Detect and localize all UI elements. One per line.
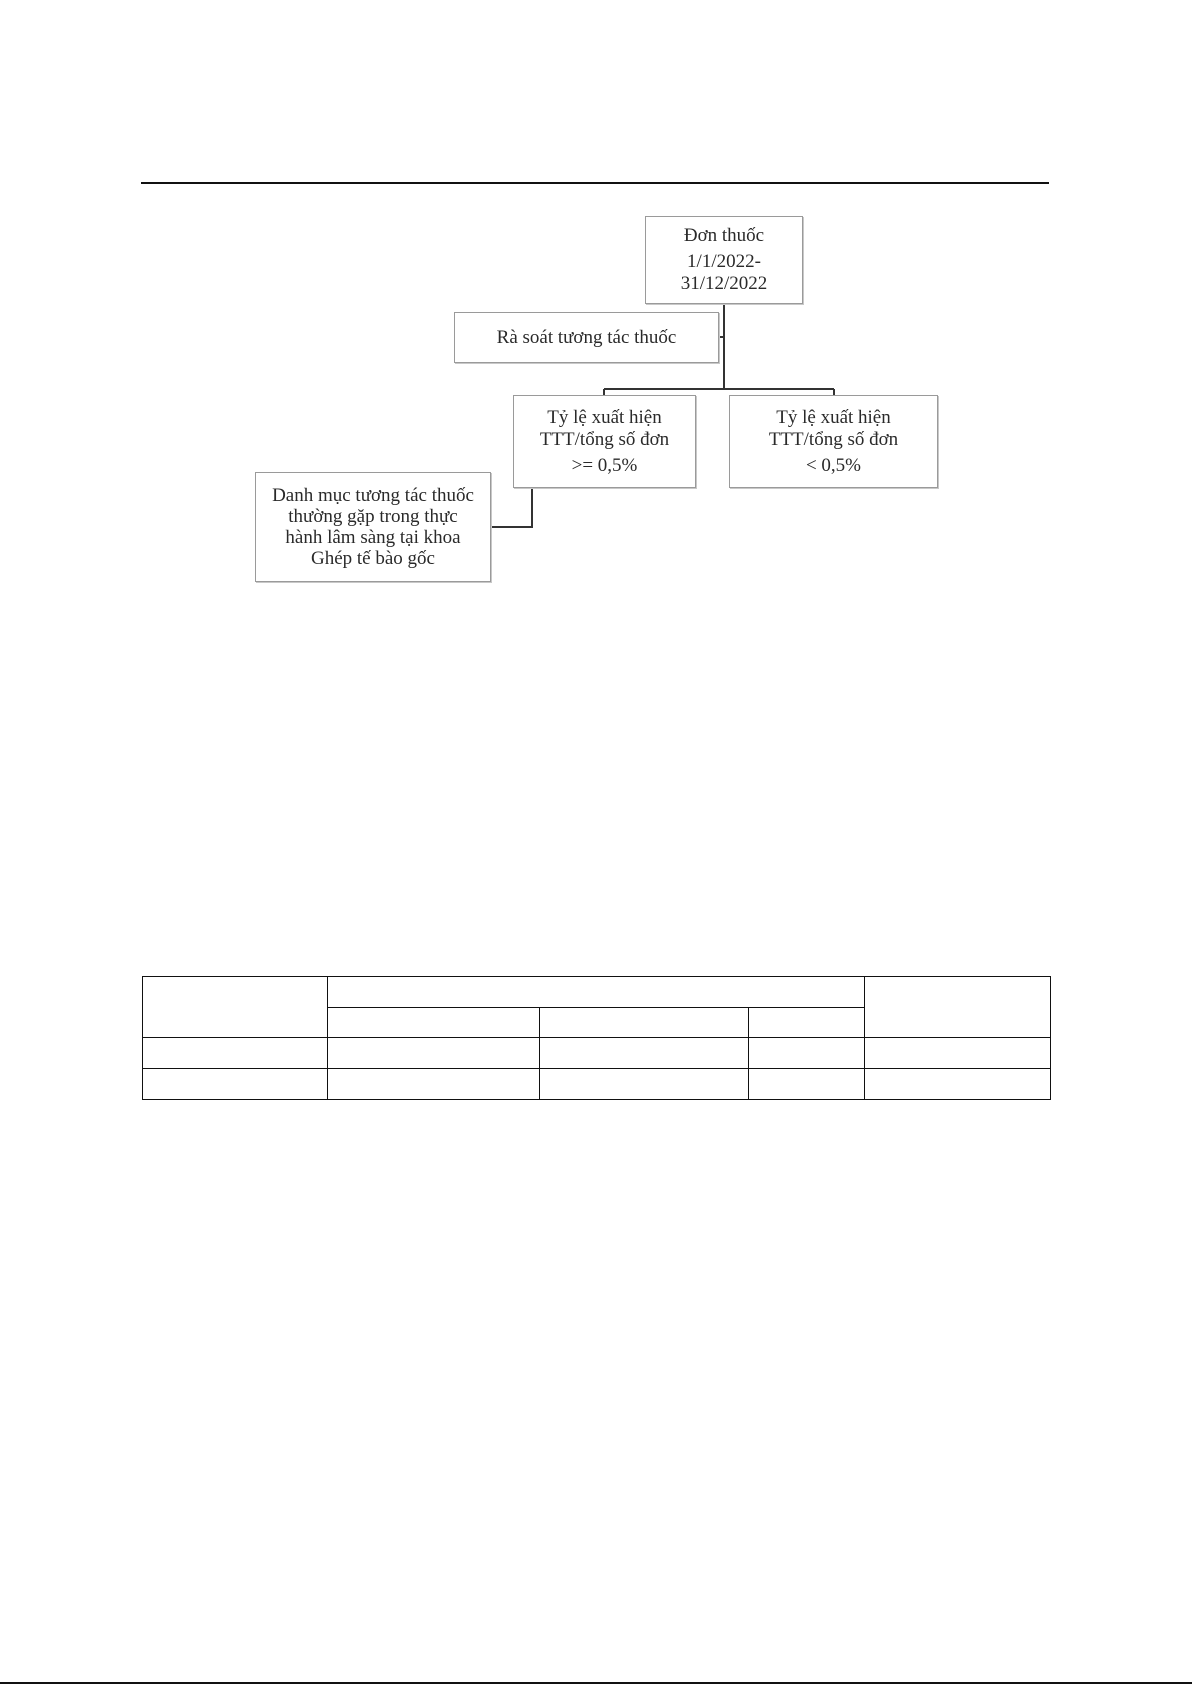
flow-box-line: Đơn thuốc <box>683 225 765 246</box>
footer-rule <box>0 1682 1192 1684</box>
table-cell <box>749 1069 865 1100</box>
table-header-cell <box>328 977 865 1008</box>
table-header-cell <box>540 1008 749 1038</box>
flow-box-low-rate <box>729 395 938 488</box>
connector-high-to-list <box>491 488 532 527</box>
flow-box-line: thường gặp trong thực <box>288 506 458 527</box>
flow-box-high-rate <box>513 395 696 488</box>
table-header-cell <box>865 977 1051 1038</box>
table-cell <box>143 1038 328 1069</box>
table-header-cell <box>143 977 328 1038</box>
table-header-cell <box>749 1008 865 1038</box>
table-cell <box>328 1038 540 1069</box>
flow-box-line: 1/1/2022- <box>687 251 761 272</box>
flow-box-review <box>454 312 719 363</box>
table-cell <box>540 1069 749 1100</box>
flow-box-line: >= 0,5% <box>571 454 638 476</box>
flow-box-line: Tỷ lệ xuất hiện <box>547 406 662 428</box>
flow-box-line: Tỷ lệ xuất hiện <box>776 406 891 428</box>
table-row <box>143 1069 1051 1100</box>
table-header-row <box>143 977 1051 1008</box>
flow-box-line: Danh mục tương tác thuốc <box>272 485 474 506</box>
flow-box-prescriptions <box>645 216 803 304</box>
flow-box-line: < 0,5% <box>805 454 862 476</box>
table-cell <box>749 1038 865 1069</box>
table-cell <box>143 1069 328 1100</box>
data-table <box>142 976 1051 1100</box>
flow-box-line: hành lâm sàng tại khoa <box>285 527 461 548</box>
flow-box-line: Rà soát tương tác thuốc <box>496 326 677 348</box>
flow-box-line: 31/12/2022 <box>680 273 768 294</box>
table-cell <box>540 1038 749 1069</box>
table-cell <box>865 1069 1051 1100</box>
flow-box-interaction-list <box>255 472 491 582</box>
table-row <box>143 1038 1051 1069</box>
flow-box-line: TTT/tổng số đơn <box>768 428 899 450</box>
table-cell <box>865 1038 1051 1069</box>
flow-box-line: Ghép tế bào gốc <box>311 548 435 569</box>
table-header-cell <box>328 1008 540 1038</box>
flow-box-line: TTT/tổng số đơn <box>539 428 670 450</box>
table-cell <box>328 1069 540 1100</box>
